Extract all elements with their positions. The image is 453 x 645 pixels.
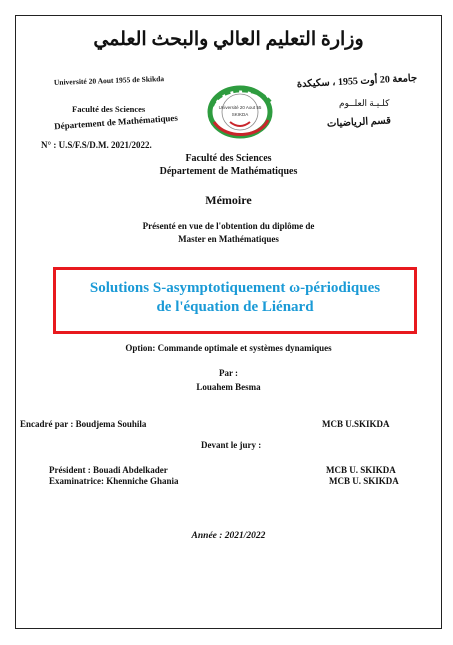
thesis-title-box <box>53 267 417 334</box>
department-name-ar: قسم الرياضيات <box>326 115 392 130</box>
document-page <box>15 15 442 629</box>
jury-president-grade: MCB U. SKIKDA <box>326 465 396 475</box>
academic-year: Année : 2021/2022 <box>191 531 266 541</box>
author-name: Louahem Besma <box>196 382 261 392</box>
supervisor-label: Encadré par : Boudjema Souhila <box>20 419 147 429</box>
svg-text:Université 20 Aout 55: Université 20 Aout 55 <box>218 105 262 110</box>
faculty-name-fr-small: Faculté des Sciences <box>72 104 146 114</box>
by-label: Par : <box>218 368 239 378</box>
faculty-name-ar: كلـيـة العلــوم <box>339 98 390 108</box>
degree-name: Master en Mathématiques <box>178 234 279 244</box>
department-name-fr-small: Département de Mathématiques <box>53 112 179 132</box>
jury-examiner-grade: MCB U. SKIKDA <box>329 476 399 486</box>
jury-president: Président : Bouadi Abdelkader <box>49 465 168 475</box>
university-name-ar: جامعة 20 أوت 1955 ، سكيكدة <box>296 72 418 91</box>
university-logo <box>196 76 286 148</box>
thesis-title-line1: Solutions S-asymptotiquement ω-périodiques <box>89 280 381 296</box>
reference-number: N° : U.S/F.S/D.M. 2021/2022. <box>41 140 152 150</box>
option-line: Option: Commande optimale et systèmes dynamiques <box>125 343 332 353</box>
thesis-title-line2: de l'équation de Liénard <box>156 299 314 315</box>
presented-for: Présenté en vue de l'obtention du diplôme de <box>142 221 315 231</box>
jury-label: Devant le jury : <box>201 440 262 450</box>
jury-examiner: Examinatrice: Khenniche Ghania <box>49 476 179 486</box>
document-type: Mémoire <box>205 193 252 207</box>
supervisor-grade: MCB U.SKIKDA <box>322 419 390 429</box>
university-name-fr: Université 20 Aout 1955 de Skikda <box>53 74 165 87</box>
svg-text:SKIKDA: SKIKDA <box>231 112 249 117</box>
ministry-title-ar: وزارة التعليم العالي والبحث العلمي <box>93 29 364 50</box>
faculty-name: Faculté des Sciences <box>185 153 272 164</box>
department-name: Département de Mathématiques <box>159 166 298 177</box>
